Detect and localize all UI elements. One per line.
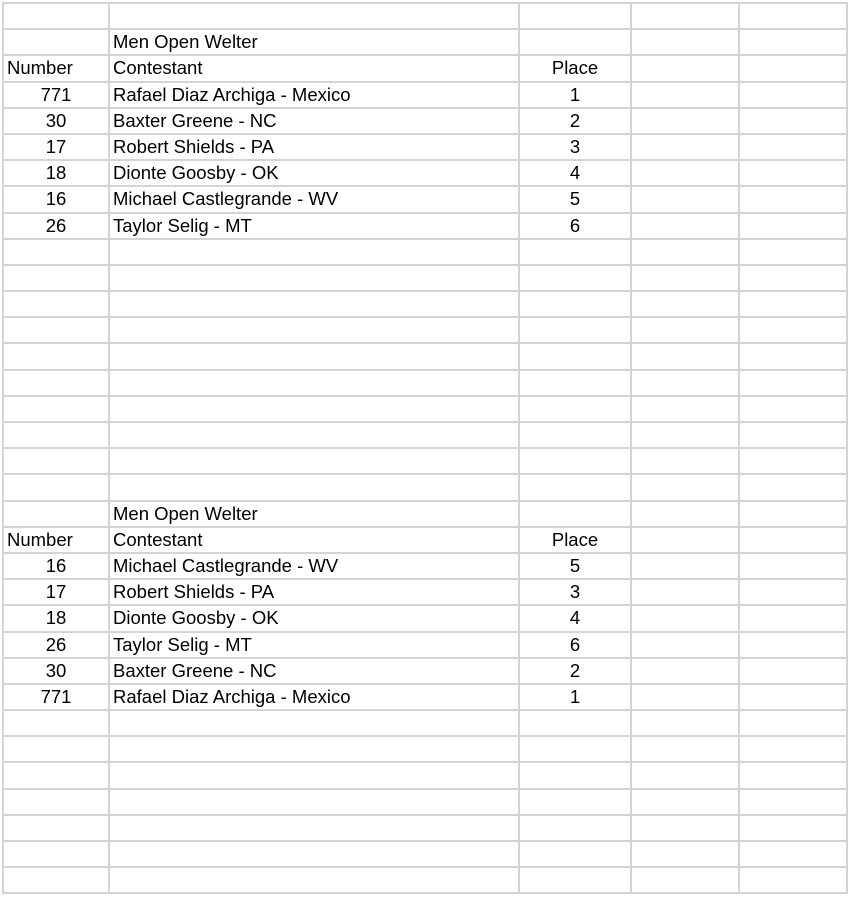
- sheet-row: [3, 553, 847, 579]
- cell[interactable]: [519, 710, 631, 736]
- cell[interactable]: [109, 343, 519, 369]
- cell[interactable]: [3, 265, 109, 291]
- spreadsheet-grid: [2, 2, 848, 894]
- cell[interactable]: [109, 736, 519, 762]
- number-cell[interactable]: 26: [3, 213, 109, 239]
- place-cell[interactable]: 4: [519, 605, 631, 631]
- cell[interactable]: [109, 789, 519, 815]
- cell[interactable]: [519, 29, 631, 55]
- cell[interactable]: [739, 108, 847, 134]
- cell[interactable]: [739, 867, 847, 893]
- cell[interactable]: [3, 343, 109, 369]
- cell[interactable]: [3, 396, 109, 422]
- cell[interactable]: [519, 265, 631, 291]
- cell[interactable]: [519, 239, 631, 265]
- cell[interactable]: [631, 762, 739, 788]
- header-number-cell[interactable]: Number: [3, 55, 109, 81]
- cell[interactable]: [739, 815, 847, 841]
- cell[interactable]: [631, 474, 739, 500]
- cell[interactable]: [109, 317, 519, 343]
- cell[interactable]: [631, 160, 739, 186]
- cell[interactable]: [739, 762, 847, 788]
- place-cell[interactable]: 2: [519, 658, 631, 684]
- cell[interactable]: [631, 55, 739, 81]
- cell[interactable]: [3, 422, 109, 448]
- header-place-cell[interactable]: Place: [519, 55, 631, 81]
- cell[interactable]: [739, 789, 847, 815]
- cell[interactable]: [739, 213, 847, 239]
- cell[interactable]: [739, 841, 847, 867]
- contestant-cell[interactable]: Baxter Greene - NC: [109, 658, 519, 684]
- cell[interactable]: [631, 841, 739, 867]
- cell[interactable]: [631, 815, 739, 841]
- cell[interactable]: [631, 291, 739, 317]
- cell[interactable]: [631, 658, 739, 684]
- cell[interactable]: [3, 710, 109, 736]
- cell[interactable]: [519, 370, 631, 396]
- cell[interactable]: [739, 422, 847, 448]
- sheet-row: [3, 239, 847, 265]
- cell[interactable]: [3, 29, 109, 55]
- cell[interactable]: [3, 815, 109, 841]
- cell[interactable]: [739, 55, 847, 81]
- contestant-cell[interactable]: Dionte Goosby - OK: [109, 160, 519, 186]
- cell[interactable]: [739, 396, 847, 422]
- place-cell[interactable]: 3: [519, 134, 631, 160]
- cell[interactable]: [519, 867, 631, 893]
- cell[interactable]: [739, 684, 847, 710]
- cell[interactable]: [3, 317, 109, 343]
- sheet-row: [3, 501, 847, 527]
- cell[interactable]: [631, 789, 739, 815]
- cell[interactable]: [631, 29, 739, 55]
- cell[interactable]: [109, 762, 519, 788]
- cell[interactable]: [739, 239, 847, 265]
- cell[interactable]: [631, 579, 739, 605]
- cell[interactable]: [739, 370, 847, 396]
- header-number-cell[interactable]: Number: [3, 527, 109, 553]
- cell[interactable]: [739, 501, 847, 527]
- cell[interactable]: [739, 82, 847, 108]
- cell[interactable]: [3, 736, 109, 762]
- cell[interactable]: [109, 370, 519, 396]
- sheet-row: [3, 343, 847, 369]
- cell[interactable]: [109, 815, 519, 841]
- cell[interactable]: [739, 736, 847, 762]
- cell[interactable]: [109, 867, 519, 893]
- cell[interactable]: [519, 815, 631, 841]
- cell[interactable]: [739, 291, 847, 317]
- cell[interactable]: [739, 160, 847, 186]
- place-cell[interactable]: 6: [519, 213, 631, 239]
- contestant-cell[interactable]: Baxter Greene - NC: [109, 108, 519, 134]
- sheet-row: [3, 527, 847, 553]
- cell[interactable]: [519, 841, 631, 867]
- cell[interactable]: [739, 658, 847, 684]
- cell[interactable]: [3, 239, 109, 265]
- cell[interactable]: [739, 317, 847, 343]
- sheet-row: [3, 3, 847, 29]
- cell[interactable]: [739, 710, 847, 736]
- cell[interactable]: [739, 474, 847, 500]
- section-title-cell[interactable]: Men Open Welter: [109, 29, 519, 55]
- cell[interactable]: [519, 762, 631, 788]
- cell[interactable]: [631, 317, 739, 343]
- cell[interactable]: [631, 134, 739, 160]
- cell[interactable]: [631, 213, 739, 239]
- cell[interactable]: [631, 736, 739, 762]
- cell[interactable]: [3, 370, 109, 396]
- sheet-row: [3, 370, 847, 396]
- number-cell[interactable]: 771: [3, 82, 109, 108]
- place-cell[interactable]: 6: [519, 632, 631, 658]
- contestant-cell[interactable]: Michael Castlegrande - WV: [109, 553, 519, 579]
- contestant-cell[interactable]: Robert Shields - PA: [109, 579, 519, 605]
- cell[interactable]: [3, 448, 109, 474]
- cell[interactable]: [631, 632, 739, 658]
- cell[interactable]: [631, 239, 739, 265]
- cell[interactable]: [3, 3, 109, 29]
- cell[interactable]: [739, 134, 847, 160]
- number-cell[interactable]: 16: [3, 553, 109, 579]
- contestant-cell[interactable]: Taylor Selig - MT: [109, 213, 519, 239]
- cell[interactable]: [109, 265, 519, 291]
- sheet-row: [3, 710, 847, 736]
- cell[interactable]: [739, 29, 847, 55]
- cell[interactable]: [519, 291, 631, 317]
- sheet-row: [3, 317, 847, 343]
- cell[interactable]: [519, 396, 631, 422]
- cell[interactable]: [3, 762, 109, 788]
- cell[interactable]: [739, 579, 847, 605]
- cell[interactable]: [739, 448, 847, 474]
- cell[interactable]: [519, 422, 631, 448]
- cell[interactable]: [631, 605, 739, 631]
- cell[interactable]: [631, 422, 739, 448]
- place-cell[interactable]: 5: [519, 553, 631, 579]
- sheet-row: [3, 867, 847, 893]
- cell[interactable]: [631, 108, 739, 134]
- number-cell[interactable]: 30: [3, 658, 109, 684]
- sheet-row: [3, 265, 847, 291]
- sheet-row: [3, 632, 847, 658]
- cell[interactable]: [3, 474, 109, 500]
- cell[interactable]: [739, 605, 847, 631]
- sheet-row: [3, 108, 847, 134]
- cell[interactable]: [631, 867, 739, 893]
- cell[interactable]: [3, 789, 109, 815]
- sheet-row: [3, 789, 847, 815]
- place-cell[interactable]: 5: [519, 186, 631, 212]
- cell[interactable]: [631, 553, 739, 579]
- sheet-row: [3, 579, 847, 605]
- number-cell[interactable]: 18: [3, 160, 109, 186]
- cell[interactable]: [739, 3, 847, 29]
- cell[interactable]: [519, 789, 631, 815]
- sheet-row: [3, 396, 847, 422]
- place-cell[interactable]: 4: [519, 160, 631, 186]
- sheet-row: [3, 684, 847, 710]
- place-cell[interactable]: 2: [519, 108, 631, 134]
- number-cell[interactable]: 30: [3, 108, 109, 134]
- sheet-row: [3, 160, 847, 186]
- sheet-row: [3, 474, 847, 500]
- cell[interactable]: [631, 265, 739, 291]
- contestant-cell[interactable]: Rafael Diaz Archiga - Mexico: [109, 684, 519, 710]
- sheet-row: [3, 134, 847, 160]
- contestant-cell[interactable]: Dionte Goosby - OK: [109, 605, 519, 631]
- place-cell[interactable]: 3: [519, 579, 631, 605]
- cell[interactable]: [739, 527, 847, 553]
- sheet-row: [3, 736, 847, 762]
- sheet-row: [3, 658, 847, 684]
- header-contestant-cell[interactable]: Contestant: [109, 527, 519, 553]
- sheet-row: [3, 213, 847, 239]
- cell[interactable]: [109, 422, 519, 448]
- cell[interactable]: [631, 501, 739, 527]
- cell[interactable]: [3, 501, 109, 527]
- cell[interactable]: [109, 239, 519, 265]
- cell[interactable]: [631, 527, 739, 553]
- sheet-row: [3, 815, 847, 841]
- cell[interactable]: [519, 736, 631, 762]
- cell[interactable]: [519, 474, 631, 500]
- sheet-row: [3, 422, 847, 448]
- cell[interactable]: [519, 448, 631, 474]
- contestant-cell[interactable]: Taylor Selig - MT: [109, 632, 519, 658]
- cell[interactable]: [109, 396, 519, 422]
- header-contestant-cell[interactable]: Contestant: [109, 55, 519, 81]
- sheet-row: [3, 762, 847, 788]
- cell[interactable]: [109, 291, 519, 317]
- sheet-row: [3, 29, 847, 55]
- header-place-cell[interactable]: Place: [519, 527, 631, 553]
- number-cell[interactable]: 17: [3, 579, 109, 605]
- contestant-cell[interactable]: Michael Castlegrande - WV: [109, 186, 519, 212]
- cell[interactable]: [519, 3, 631, 29]
- cell[interactable]: [519, 317, 631, 343]
- cell[interactable]: [3, 841, 109, 867]
- sheet-row: [3, 55, 847, 81]
- contestant-cell[interactable]: Rafael Diaz Archiga - Mexico: [109, 82, 519, 108]
- section-title-cell[interactable]: Men Open Welter: [109, 501, 519, 527]
- cell[interactable]: [631, 370, 739, 396]
- cell[interactable]: [739, 632, 847, 658]
- cell[interactable]: [3, 291, 109, 317]
- cell[interactable]: [631, 186, 739, 212]
- cell[interactable]: [739, 343, 847, 369]
- cell[interactable]: [3, 867, 109, 893]
- number-cell[interactable]: 26: [3, 632, 109, 658]
- sheet-row: [3, 82, 847, 108]
- sheet-row: [3, 605, 847, 631]
- place-cell[interactable]: 1: [519, 684, 631, 710]
- cell[interactable]: [109, 710, 519, 736]
- sheet-row: [3, 448, 847, 474]
- cell[interactable]: [631, 710, 739, 736]
- cell[interactable]: [519, 343, 631, 369]
- sheet-row: [3, 841, 847, 867]
- cell[interactable]: [631, 343, 739, 369]
- cell[interactable]: [109, 3, 519, 29]
- place-cell[interactable]: 1: [519, 82, 631, 108]
- number-cell[interactable]: 17: [3, 134, 109, 160]
- cell[interactable]: [739, 186, 847, 212]
- cell[interactable]: [631, 396, 739, 422]
- number-cell[interactable]: 16: [3, 186, 109, 212]
- number-cell[interactable]: 18: [3, 605, 109, 631]
- cell[interactable]: [631, 684, 739, 710]
- cell[interactable]: [739, 265, 847, 291]
- number-cell[interactable]: 771: [3, 684, 109, 710]
- sheet-row: [3, 186, 847, 212]
- cell[interactable]: [631, 3, 739, 29]
- cell[interactable]: [109, 448, 519, 474]
- cell[interactable]: [109, 474, 519, 500]
- contestant-cell[interactable]: Robert Shields - PA: [109, 134, 519, 160]
- cell[interactable]: [109, 841, 519, 867]
- cell[interactable]: [739, 553, 847, 579]
- sheet-row: [3, 291, 847, 317]
- cell[interactable]: [631, 82, 739, 108]
- cell[interactable]: [519, 501, 631, 527]
- cell[interactable]: [631, 448, 739, 474]
